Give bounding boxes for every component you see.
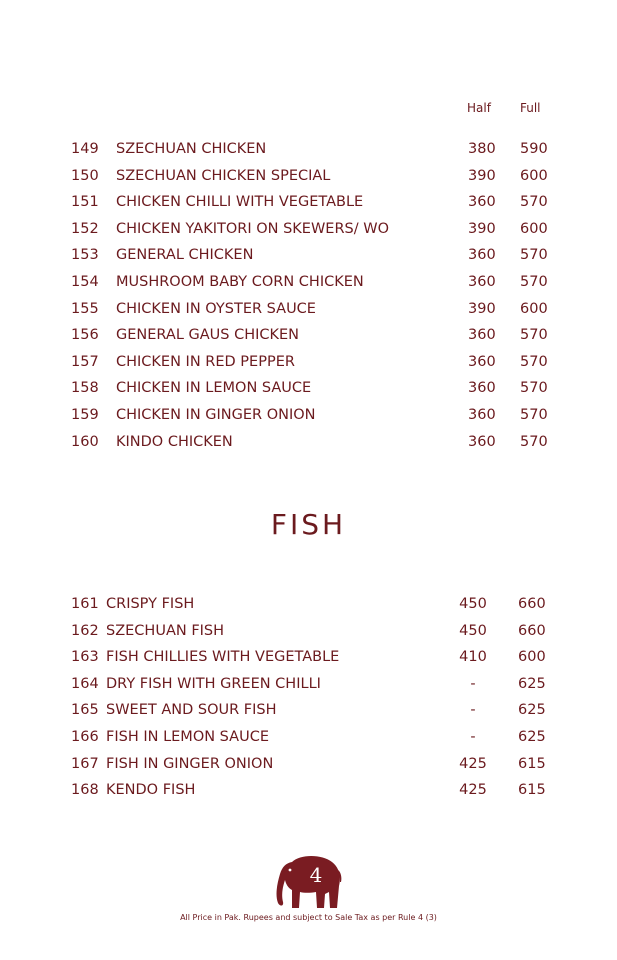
item-name: FISH IN GINGER ONION <box>106 755 274 772</box>
half-price: 360 <box>468 327 496 344</box>
full-price: 570 <box>520 247 548 264</box>
menu-item-row <box>0 671 617 697</box>
menu-item-row <box>0 296 617 322</box>
elephant-icon <box>270 848 344 912</box>
item-number: 151 <box>71 194 99 211</box>
half-price: - <box>470 675 476 692</box>
item-number: 159 <box>71 407 99 423</box>
item-number: 154 <box>71 274 99 290</box>
half-price: 390 <box>468 300 496 317</box>
item-name: SZECHUAN CHICKEN SPECIAL <box>116 167 331 184</box>
half-price: 390 <box>468 167 496 184</box>
full-price: 570 <box>520 274 548 290</box>
item-number: 155 <box>71 300 99 317</box>
full-price: 660 <box>518 596 546 612</box>
item-name: CHICKEN IN LEMON SAUCE <box>116 380 312 397</box>
menu-item-row <box>0 269 617 295</box>
menu-item-row <box>0 697 617 723</box>
item-name: CHICKEN IN GINGER ONION <box>116 407 316 423</box>
full-price: 600 <box>520 300 548 317</box>
full-price: 600 <box>520 220 548 237</box>
item-name: CHICKEN YAKITORI ON SKEWERS/ WO <box>116 220 389 237</box>
item-number: 165 <box>71 702 99 719</box>
half-price: - <box>470 729 476 745</box>
item-name: SZECHUAN CHICKEN <box>116 141 267 157</box>
item-name: GENERAL GAUS CHICKEN <box>116 327 300 344</box>
menu-item-row <box>0 724 617 750</box>
full-price: 600 <box>520 167 548 184</box>
item-name: CHICKEN IN RED PEPPER <box>116 353 295 370</box>
item-name: FISH CHILLIES WITH VEGETABLE <box>106 649 340 666</box>
full-price: 625 <box>518 729 546 745</box>
full-price: 570 <box>520 353 548 370</box>
menu-item-row <box>0 429 617 455</box>
half-price: 360 <box>468 433 496 450</box>
half-price: 390 <box>468 220 496 237</box>
item-number: 153 <box>71 247 99 264</box>
item-number: 164 <box>71 675 99 692</box>
item-name: GENERAL CHICKEN <box>116 247 254 264</box>
half-price: 425 <box>459 782 487 799</box>
full-price: 570 <box>520 380 548 397</box>
half-price: 450 <box>459 622 487 639</box>
item-number: 160 <box>71 433 99 450</box>
full-price: 570 <box>520 327 548 344</box>
half-column-header: Half <box>467 101 491 115</box>
item-name: CHICKEN IN OYSTER SAUCE <box>116 300 316 317</box>
full-price: 615 <box>518 782 546 799</box>
full-price: 570 <box>520 194 548 211</box>
half-price: 425 <box>459 755 487 772</box>
full-price: 570 <box>520 407 548 423</box>
page-number: 4 <box>309 863 323 887</box>
full-price: 570 <box>520 433 548 450</box>
item-number: 162 <box>71 622 99 639</box>
menu-item-row <box>0 375 617 401</box>
full-price: 625 <box>518 702 546 719</box>
item-name: KENDO FISH <box>106 782 196 799</box>
full-price: 660 <box>518 622 546 639</box>
item-number: 167 <box>71 755 99 772</box>
half-price: 360 <box>468 194 496 211</box>
half-price: 380 <box>468 141 496 157</box>
half-price: 410 <box>459 649 487 666</box>
menu-item-row <box>0 163 617 189</box>
menu-item-row <box>0 591 617 617</box>
half-price: 360 <box>468 353 496 370</box>
menu-item-row <box>0 751 617 777</box>
half-price: 360 <box>468 380 496 397</box>
item-number: 166 <box>71 729 99 745</box>
half-price: 360 <box>468 407 496 423</box>
menu-item-row <box>0 189 617 215</box>
half-price: - <box>470 702 476 719</box>
fish-section-title: FISH <box>270 508 347 541</box>
menu-item-row <box>0 216 617 242</box>
item-name: CHICKEN CHILLI WITH VEGETABLE <box>116 194 364 211</box>
menu-item-row <box>0 322 617 348</box>
half-price: 360 <box>468 247 496 264</box>
item-name: CRISPY FISH <box>106 596 195 612</box>
item-number: 149 <box>71 141 99 157</box>
item-name: SWEET AND SOUR FISH <box>106 702 277 719</box>
menu-item-row <box>0 402 617 428</box>
menu-item-row <box>0 136 617 162</box>
half-price: 450 <box>459 596 487 612</box>
item-number: 150 <box>71 167 99 184</box>
item-number: 152 <box>71 220 99 237</box>
menu-item-row <box>0 618 617 644</box>
item-number: 163 <box>71 649 99 666</box>
full-price: 600 <box>518 649 546 666</box>
full-price: 590 <box>520 141 548 157</box>
full-price: 625 <box>518 675 546 692</box>
item-number: 168 <box>71 782 99 799</box>
full-price: 615 <box>518 755 546 772</box>
item-name: FISH IN LEMON SAUCE <box>106 729 269 745</box>
item-name: KINDO CHICKEN <box>116 433 233 450</box>
menu-item-row <box>0 242 617 268</box>
item-number: 158 <box>71 380 99 397</box>
menu-item-row <box>0 349 617 375</box>
item-number: 157 <box>71 353 99 370</box>
full-column-header: Full <box>520 101 541 115</box>
item-number: 156 <box>71 327 99 344</box>
menu-item-row <box>0 777 617 803</box>
item-name: DRY FISH WITH GREEN CHILLI <box>106 675 321 692</box>
item-number: 161 <box>71 596 99 612</box>
item-name: SZECHUAN FISH <box>106 622 225 639</box>
item-name: MUSHROOM BABY CORN CHICKEN <box>116 274 364 290</box>
half-price: 360 <box>468 274 496 290</box>
footer-price-note: All Price in Pak. Rupees and subject to Sale Tax as per Rule 4 (3) <box>180 913 437 922</box>
menu-item-row <box>0 644 617 670</box>
